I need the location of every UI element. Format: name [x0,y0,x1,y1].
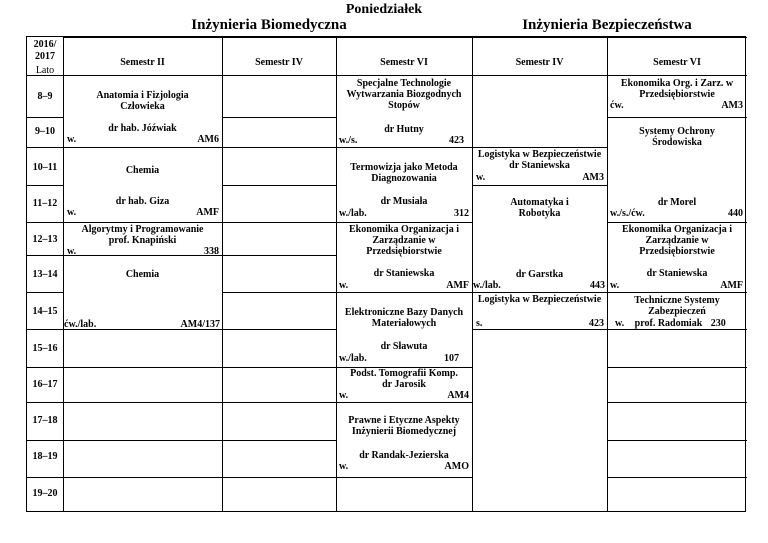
teacher: dr hab. Giza [115,196,170,207]
time-slot: 18–19 [32,451,58,462]
room: AMF [196,207,219,218]
class-title: Techniczne Systemy Zabezpieczeń [634,295,720,317]
row-divider [27,292,63,293]
class-details [64,319,220,330]
class-type: w. [615,318,625,329]
block-divider [63,222,222,223]
class-title: Prawne i Etyczne Aspekty Inżynierii Biomedycznej [348,415,460,437]
class-type: w. [339,461,349,472]
class-type: w. [476,172,486,183]
header-bio-sem4: Semestr IV [255,57,303,68]
schedule-grid [26,36,746,512]
room: AM6 [197,134,219,145]
time-slot: 10–11 [32,162,58,173]
room: 423 [589,318,604,329]
time-slot: 19–20 [32,488,58,499]
class-details [339,135,464,146]
row-divider [222,440,336,441]
block-divider [336,222,472,223]
class-title: Algorytmy i Programowanie [81,224,204,235]
class-title: Logistyka w Bezpieczeństwie [477,149,602,160]
header-bio-sem2: Semestr II [120,57,165,68]
time-slot: 13–14 [32,269,58,280]
block-divider [63,477,222,478]
teacher: dr Hutny [384,124,424,135]
room: AMF [720,280,743,291]
class-title: Systemy Ochrony Środowiska [639,126,715,148]
row-divider [27,477,63,478]
header-bez-sem6: Semestr VI [653,57,701,68]
class-type: ćw. [610,100,624,111]
class-type: w. [67,134,77,145]
row-divider [607,367,747,368]
row-divider [222,477,336,478]
row-divider [27,367,63,368]
teacher: dr Garstka [515,269,564,280]
row-divider [222,147,336,148]
row-divider [607,477,747,478]
class-details [339,280,469,291]
room: 312 [454,208,469,219]
block-divider [472,329,607,330]
class-details [339,390,469,401]
class-type: w./s./ćw. [610,208,645,219]
header-divider [27,75,747,76]
row-divider [27,222,63,223]
year-label: 2016/ 2017 [33,39,57,62]
header-bez-sem4: Semestr IV [515,57,564,68]
block-divider [607,222,747,223]
class-details [476,318,604,329]
class-title: Ekonomika Org. i Zarz. w Przedsiębiorstwie [620,78,734,100]
room: AM3 [721,100,743,111]
class-type: w. [67,207,77,218]
class-type: w. [339,280,349,291]
block-divider [336,477,472,478]
row-divider [27,185,63,186]
row-divider [222,117,336,118]
teacher: dr Staniewska [373,268,435,279]
class-type: w./lab. [339,353,367,364]
class-title: Logistyka w Bezpieczeństwie [477,294,602,305]
teacher: prof. Knapiński [108,235,177,246]
room: AM4/137 [180,319,220,330]
row-divider [222,292,336,293]
room: AM4 [447,390,469,401]
time-slot: 17–18 [32,415,58,426]
block-divider [607,292,747,293]
block-divider [63,147,222,148]
room: AM3 [582,172,604,183]
row-divider [222,222,336,223]
class-type: w. [67,246,77,257]
time-slot: 14–15 [32,306,58,317]
department-safety: Inżynieria Bezpieczeństwa [522,17,692,33]
room: 423 [449,135,464,146]
row-divider [222,329,336,330]
teacher: dr Morel [657,197,697,208]
time-slot: 15–16 [32,343,58,354]
room: 107 [444,353,459,364]
class-title: Podst. Tomografii Komp. [350,368,458,379]
room: AMF [446,280,469,291]
teacher: dr Staniewska [509,160,570,171]
time-slot: 9–10 [35,126,55,137]
class-title: Ekonomika Organizacja i Zarządzanie w Przedsiębiorstwie [621,224,732,257]
class-title: Ekonomika Organizacja i Zarządzanie w Przedsiębiorstwie [348,224,459,257]
department-biomedical: Inżynieria Biomedyczna [191,17,347,33]
row-divider [607,440,747,441]
class-title: Specjalne Technologie Wytwarzania Biozgodnych Stopów [346,78,462,111]
block-divider [336,147,472,148]
class-details [339,461,469,472]
block-divider [607,329,747,330]
row-divider [27,147,63,148]
teacher: prof. Radomiak [634,318,703,329]
row-divider [27,117,63,118]
row-divider [222,185,336,186]
class-type: w. [339,390,349,401]
class-details [615,318,745,329]
block-divider [63,367,222,368]
row-divider [27,329,63,330]
class-details [339,208,469,219]
row-divider [222,255,336,256]
time-slot: 11–12 [32,198,58,209]
row-divider [27,255,63,256]
class-title: Chemia [125,269,160,280]
class-title: Chemia [125,165,160,176]
row-divider [222,367,336,368]
class-details [67,134,219,145]
block-divider [336,292,472,293]
row-divider [222,402,336,403]
class-title: Automatyka i Robotyka [510,197,569,219]
block-divider [607,117,747,118]
block-divider [472,292,607,293]
time-slot: 12–13 [32,234,58,245]
block-divider [472,185,607,186]
class-details [67,246,219,257]
time-slot: 8–9 [37,91,53,102]
row-divider [607,402,747,403]
block-divider [63,402,222,403]
class-type: w./lab. [339,208,367,219]
class-details [476,172,604,183]
class-details [610,280,743,291]
class-type: w./s. [339,135,358,146]
row-divider [27,402,63,403]
room: AMO [444,461,469,472]
class-title: Termowizja jako Metoda Diagnozowania [350,162,458,184]
day-title: Poniedziałek [345,2,423,17]
room: 230 [710,318,726,329]
dept-divider [63,37,747,38]
teacher: dr Jarosik [382,379,426,390]
row-divider [27,440,63,441]
teacher: dr Musiała [380,196,428,207]
teacher: dr Staniewska [646,268,708,279]
room: 338 [204,246,219,257]
block-divider [472,147,607,148]
block-divider [336,402,472,403]
class-details [610,208,743,219]
time-slot: 16–17 [32,379,58,390]
class-details [339,353,459,364]
class-details [610,100,743,111]
block-divider [63,440,222,441]
class-type: s. [476,318,483,329]
header-bio-sem6: Semestr VI [380,57,428,68]
class-type: w./lab. [473,280,501,291]
teacher: dr hab. Jóźwiak [108,123,177,134]
room: 440 [728,208,743,219]
class-type: w. [610,280,620,291]
room: 443 [590,280,605,291]
class-details [473,280,605,291]
class-type: ćw./lab. [64,319,97,330]
teacher: dr Randak-Jezierska [359,450,449,461]
class-title: Elektroniczne Bazy Danych Materiałowych [344,307,464,329]
class-details [67,207,219,218]
season-label: Lato [35,65,55,76]
teacher: dr Sławuta [380,341,428,352]
class-title: Anatomia i Fizjologia Człowieka [96,90,189,112]
